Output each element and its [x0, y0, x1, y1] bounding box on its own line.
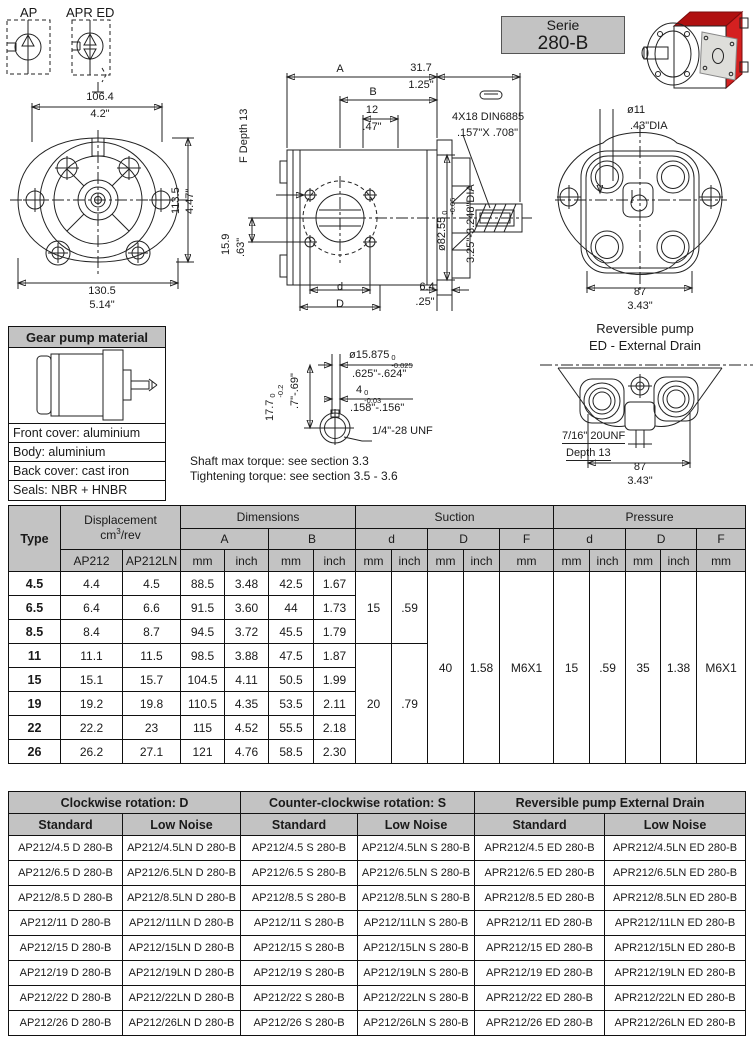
unit-mm: mm — [500, 550, 554, 572]
model-row — [9, 836, 746, 861]
cell-type: 8.5 — [9, 620, 61, 644]
cell-ap212ln: 8.7 — [123, 620, 181, 644]
key-note-1: 4X18 DIN6885 — [452, 111, 525, 123]
cell-b-in: 2.30 — [314, 740, 356, 764]
spec-header-row-3 — [9, 550, 746, 572]
model-cell: AP212/8.5LN D 280-B — [123, 886, 241, 911]
cell-ap212: 19.2 — [61, 692, 123, 716]
model-cell: AP212/19 S 280-B — [241, 961, 358, 986]
cell-type: 26 — [9, 740, 61, 764]
model-row — [9, 1011, 746, 1036]
dim-shaft-height-in: .7"-.69" — [289, 373, 301, 409]
model-row — [9, 911, 746, 936]
dim-317-in: 1.25" — [408, 79, 434, 91]
model-cell: AP212/22 D 280-B — [9, 986, 123, 1011]
model-cell: APR212/26 ED 280-B — [475, 1011, 605, 1036]
model-table — [8, 791, 746, 1036]
col-header-type: Type — [9, 506, 61, 572]
model-row — [9, 861, 746, 886]
cell-b-in: 1.79 — [314, 620, 356, 644]
cell-a-mm: 98.5 — [181, 644, 225, 668]
cell-type: 15 — [9, 668, 61, 692]
cell-a-mm: 91.5 — [181, 596, 225, 620]
model-cell: AP212/11 D 280-B — [9, 911, 123, 936]
dim-reversible-width-mm: 87 — [633, 461, 647, 473]
cell-suction-f: M6X1 — [500, 572, 554, 764]
cell-b-mm: 47.5 — [269, 644, 314, 668]
model-cell: AP212/15LN D 280-B — [123, 936, 241, 961]
model-cell: AP212/26 D 280-B — [9, 1011, 123, 1036]
model-cell: AP212/26LN S 280-B — [358, 1011, 475, 1036]
dim-rear-width-in: 3.43" — [627, 300, 653, 312]
cell-suction-D-mm: 40 — [428, 572, 464, 764]
model-row — [9, 986, 746, 1011]
dim-pilot-in: 3.25"-3.248"DIA — [465, 184, 477, 263]
cell-type: 4.5 — [9, 572, 61, 596]
cell-b-mm: 50.5 — [269, 668, 314, 692]
cell-a-in: 4.11 — [225, 668, 269, 692]
model-row — [9, 961, 746, 986]
unit-inch: inch — [314, 550, 356, 572]
cell-b-mm: 55.5 — [269, 716, 314, 740]
cell-b-in: 1.99 — [314, 668, 356, 692]
col-header-displacement: Displacement $cm^3$/rev — [61, 506, 181, 550]
pump-product-image — [640, 2, 753, 102]
cell-b-mm: 44 — [269, 596, 314, 620]
dim-rear-hole-in: .43"DIA — [630, 120, 668, 132]
col-header-dimensions: Dimensions — [181, 506, 356, 529]
cell-a-mm: 110.5 — [181, 692, 225, 716]
col-header-pressure: Pressure — [554, 506, 746, 529]
cell-pressure-D-in: 1.38 — [661, 572, 697, 764]
cell-b-in: 1.87 — [314, 644, 356, 668]
model-cell: AP212/11 S 280-B — [241, 911, 358, 936]
cell-ap212: 22.2 — [61, 716, 123, 740]
cell-ap212ln: 4.5 — [123, 572, 181, 596]
model-cell: AP212/8.5 D 280-B — [9, 886, 123, 911]
series-number: 280-B — [537, 33, 589, 54]
cell-ap212: 11.1 — [61, 644, 123, 668]
subcol-low-noise: Low Noise — [358, 814, 475, 836]
cell-ap212ln: 6.6 — [123, 596, 181, 620]
cell-a-mm: 121 — [181, 740, 225, 764]
cell-a-in: 4.52 — [225, 716, 269, 740]
dim-317-mm: 31.7 — [410, 62, 432, 74]
dim-rear-hole-mm: ø11 — [627, 104, 646, 116]
dim-shaft-dia-in: .625"-.624" — [352, 368, 407, 380]
dim-shaft-dia-mm: ø15.875 0 -0.025 — [349, 349, 413, 370]
model-cell: AP212/22 S 280-B — [241, 986, 358, 1011]
cell-ap212: 4.4 — [61, 572, 123, 596]
dim-rear-width-mm: 87 — [633, 286, 647, 298]
col-header-pressure-D: D — [626, 529, 697, 550]
subcol-standard: Standard — [475, 814, 605, 836]
dim-front-base-mm: 130.5 — [88, 285, 116, 297]
apr-ed-symbol-label: APR ED — [66, 5, 115, 20]
model-cell: AP212/15 D 280-B — [9, 936, 123, 961]
shaft-thread-label: 1/4"-28 UNF — [372, 425, 433, 437]
cell-b-in: 2.18 — [314, 716, 356, 740]
model-cell: APR212/8.5LN ED 280-B — [605, 886, 746, 911]
model-cell: APR212/6.5LN ED 280-B — [605, 861, 746, 886]
model-header-groups — [9, 792, 746, 814]
cell-b-in: 1.73 — [314, 596, 356, 620]
material-row: Seals: NBR + HNBR — [13, 483, 128, 497]
model-cell: APR212/4.5LN ED 280-B — [605, 836, 746, 861]
cell-ap212ln: 27.1 — [123, 740, 181, 764]
unit-inch: inch — [464, 550, 500, 572]
model-cell: AP212/26LN D 280-B — [123, 1011, 241, 1036]
cell-b-mm: 45.5 — [269, 620, 314, 644]
dim-key-mm: 4 0 -0.03 — [356, 384, 382, 405]
pump-silhouette-drawing — [9, 348, 165, 422]
reversible-thread-label: 7/16" 20UNF — [562, 430, 626, 442]
unit-inch: inch — [661, 550, 697, 572]
unit-inch: inch — [225, 550, 269, 572]
model-cell: APR212/19LN ED 280-B — [605, 961, 746, 986]
col-header-pressure-d: d — [554, 529, 626, 550]
unit-mm: mm — [554, 550, 590, 572]
note-shaft-torque: Shaft max torque: see section 3.3 — [190, 454, 369, 468]
cell-a-in: 3.60 — [225, 596, 269, 620]
subcol-low-noise: Low Noise — [123, 814, 241, 836]
cell-pressure-f: M6X1 — [697, 572, 746, 764]
model-cell: AP212/19 D 280-B — [9, 961, 123, 986]
cell-ap212: 26.2 — [61, 740, 123, 764]
dim-64-in: .25" — [415, 296, 435, 308]
cell-ap212ln: 15.7 — [123, 668, 181, 692]
cell-ap212ln: 19.8 — [123, 692, 181, 716]
dim-front-height-in: 4.47" — [184, 188, 196, 214]
material-row: Back cover: cast iron — [9, 462, 165, 481]
cell-a-in: 3.72 — [225, 620, 269, 644]
reversible-depth-label: Depth 13 — [566, 447, 611, 459]
model-cell: APR212/11 ED 280-B — [475, 911, 605, 936]
col-header-b: B — [269, 529, 356, 550]
dim-front-width-mm: 106.4 — [86, 91, 114, 103]
model-cell: APR212/8.5 ED 280-B — [475, 886, 605, 911]
cell-b-mm: 58.5 — [269, 740, 314, 764]
model-cell: AP212/4.5 S 280-B — [241, 836, 358, 861]
model-cell: AP212/4.5LN D 280-B — [123, 836, 241, 861]
dim-a-label: A — [336, 63, 344, 75]
dim-reversible-width-in: 3.43" — [627, 475, 653, 487]
model-cell: APR212/22LN ED 280-B — [605, 986, 746, 1011]
cell-ap212: 6.4 — [61, 596, 123, 620]
model-cell: AP212/11LN S 280-B — [358, 911, 475, 936]
cell-a-mm: 94.5 — [181, 620, 225, 644]
col-header-ap212: AP212 — [61, 550, 123, 572]
dim-f-depth: F Depth 13 — [238, 108, 250, 163]
model-cell: AP212/4.5 D 280-B — [9, 836, 123, 861]
cell-a-mm: 115 — [181, 716, 225, 740]
cell-b-in: 2.11 — [314, 692, 356, 716]
cell-ap212: 8.4 — [61, 620, 123, 644]
col-header-suction-d: d — [356, 529, 428, 550]
model-row — [9, 886, 746, 911]
key-note-2: .157"X .708" — [457, 127, 519, 139]
model-cell: AP212/22LN D 280-B — [123, 986, 241, 1011]
series-badge — [501, 16, 625, 54]
model-cell: AP212/19LN D 280-B — [123, 961, 241, 986]
cell-b-mm: 53.5 — [269, 692, 314, 716]
subcol-low-noise: Low Noise — [605, 814, 746, 836]
dim-12-mm: 12 — [365, 104, 379, 116]
col-header-suction: Suction — [356, 506, 554, 529]
unit-mm: mm — [181, 550, 225, 572]
col-header-a: A — [181, 529, 269, 550]
cell-type: 22 — [9, 716, 61, 740]
model-cell: APR212/4.5 ED 280-B — [475, 836, 605, 861]
cell-a-in: 4.76 — [225, 740, 269, 764]
cell-suction-d-in: .79 — [392, 644, 428, 764]
dim-12-in: .47" — [362, 121, 382, 133]
material-box-image — [9, 348, 165, 424]
cell-suction-D-in: 1.58 — [464, 572, 500, 764]
col-header-pressure-f: F — [697, 529, 746, 550]
cell-type: 6.5 — [9, 596, 61, 620]
model-cell: APR212/19 ED 280-B — [475, 961, 605, 986]
cell-pressure-D-mm: 35 — [626, 572, 661, 764]
unit-mm: mm — [626, 550, 661, 572]
material-row: Front cover: aluminium — [9, 424, 165, 443]
reversible-title: Reversible pump — [596, 321, 694, 336]
cell-b-mm: 42.5 — [269, 572, 314, 596]
model-cell: AP212/26 S 280-B — [241, 1011, 358, 1036]
model-cell: AP212/4.5LN S 280-B — [358, 836, 475, 861]
model-cell: APR212/6.5 ED 280-B — [475, 861, 605, 886]
series-label: Serie — [546, 17, 580, 33]
model-cell: AP212/8.5 S 280-B — [241, 886, 358, 911]
dim-shaft-height-mm: 17.7 0 -0.2 — [264, 384, 285, 421]
model-cell: AP212/6.5 D 280-B — [9, 861, 123, 886]
cell-pressure-d-mm: 15 — [554, 572, 590, 764]
model-cell: AP212/8.5LN S 280-B — [358, 886, 475, 911]
dim-159-mm: 15.9 — [220, 233, 232, 255]
cell-ap212: 15.1 — [61, 668, 123, 692]
dim-d-big: D — [336, 298, 344, 310]
dim-d-small: d — [336, 281, 344, 293]
model-cell: AP212/6.5LN S 280-B — [358, 861, 475, 886]
cell-suction-d-mm: 20 — [356, 644, 392, 764]
ap-symbol-label: AP — [20, 5, 38, 20]
model-cell: AP212/6.5LN D 280-B — [123, 861, 241, 886]
cell-ap212ln: 11.5 — [123, 644, 181, 668]
model-header-subcols — [9, 814, 746, 836]
dim-front-base-in: 5.14" — [89, 299, 115, 311]
col-header-suction-D: D — [428, 529, 500, 550]
cell-suction-d-mm: 15 — [356, 572, 392, 644]
col-header-suction-f: F — [500, 529, 554, 550]
model-cell: AP212/6.5 S 280-B — [241, 861, 358, 886]
spec-row — [9, 572, 746, 596]
cell-suction-d-in: .59 — [392, 572, 428, 644]
group-reversible: Reversible pump External Drain — [475, 792, 746, 814]
cell-ap212ln: 23 — [123, 716, 181, 740]
reversible-subtitle: ED - External Drain — [589, 338, 701, 353]
model-cell: AP212/22LN S 280-B — [358, 986, 475, 1011]
group-counter-clockwise: Counter-clockwise rotation: S — [241, 792, 475, 814]
col-header-ap212ln: AP212LN — [123, 550, 181, 572]
cell-type: 11 — [9, 644, 61, 668]
model-cell: APR212/22 ED 280-B — [475, 986, 605, 1011]
dim-b-label: B — [369, 86, 377, 98]
unit-mm: mm — [428, 550, 464, 572]
model-row — [9, 936, 746, 961]
cell-a-in: 4.35 — [225, 692, 269, 716]
unit-mm: mm — [269, 550, 314, 572]
model-cell: AP212/11LN D 280-B — [123, 911, 241, 936]
material-row: Body: aluminium — [9, 443, 165, 462]
cell-a-in: 3.48 — [225, 572, 269, 596]
note-tightening-torque: Tightening torque: see section 3.5 - 3.6 — [190, 469, 398, 483]
cell-type: 19 — [9, 692, 61, 716]
dim-front-height-mm: 113.5 — [170, 187, 182, 214]
material-box — [8, 326, 166, 501]
model-cell: AP212/15 S 280-B — [241, 936, 358, 961]
spec-header-row-1 — [9, 506, 746, 529]
unit-inch: inch — [392, 550, 428, 572]
model-cell: APR212/26LN ED 280-B — [605, 1011, 746, 1036]
group-clockwise: Clockwise rotation: D — [9, 792, 241, 814]
unit-mm: mm — [697, 550, 746, 572]
cell-pressure-d-in: .59 — [590, 572, 626, 764]
cell-a-mm: 104.5 — [181, 668, 225, 692]
dim-key-in: .158"-.156" — [350, 402, 405, 414]
unit-inch: inch — [590, 550, 626, 572]
cell-a-mm: 88.5 — [181, 572, 225, 596]
cell-b-in: 1.67 — [314, 572, 356, 596]
model-cell: AP212/15LN S 280-B — [358, 936, 475, 961]
model-cell: AP212/19LN S 280-B — [358, 961, 475, 986]
model-cell: APR212/15 ED 280-B — [475, 936, 605, 961]
spec-table — [8, 505, 746, 764]
model-cell: APR212/15LN ED 280-B — [605, 936, 746, 961]
material-box-title: Gear pump material — [9, 327, 165, 348]
cell-a-in: 3.88 — [225, 644, 269, 668]
subcol-standard: Standard — [9, 814, 123, 836]
unit-mm: mm — [356, 550, 392, 572]
dim-front-width-in: 4.2" — [90, 108, 110, 120]
subcol-standard: Standard — [241, 814, 358, 836]
dim-pilot-mm: ø82.55 0 -0.05 — [436, 197, 457, 251]
model-cell: APR212/11LN ED 280-B — [605, 911, 746, 936]
dim-159-in: .63" — [235, 237, 247, 257]
dim-64-mm: 6.4 — [419, 281, 435, 293]
